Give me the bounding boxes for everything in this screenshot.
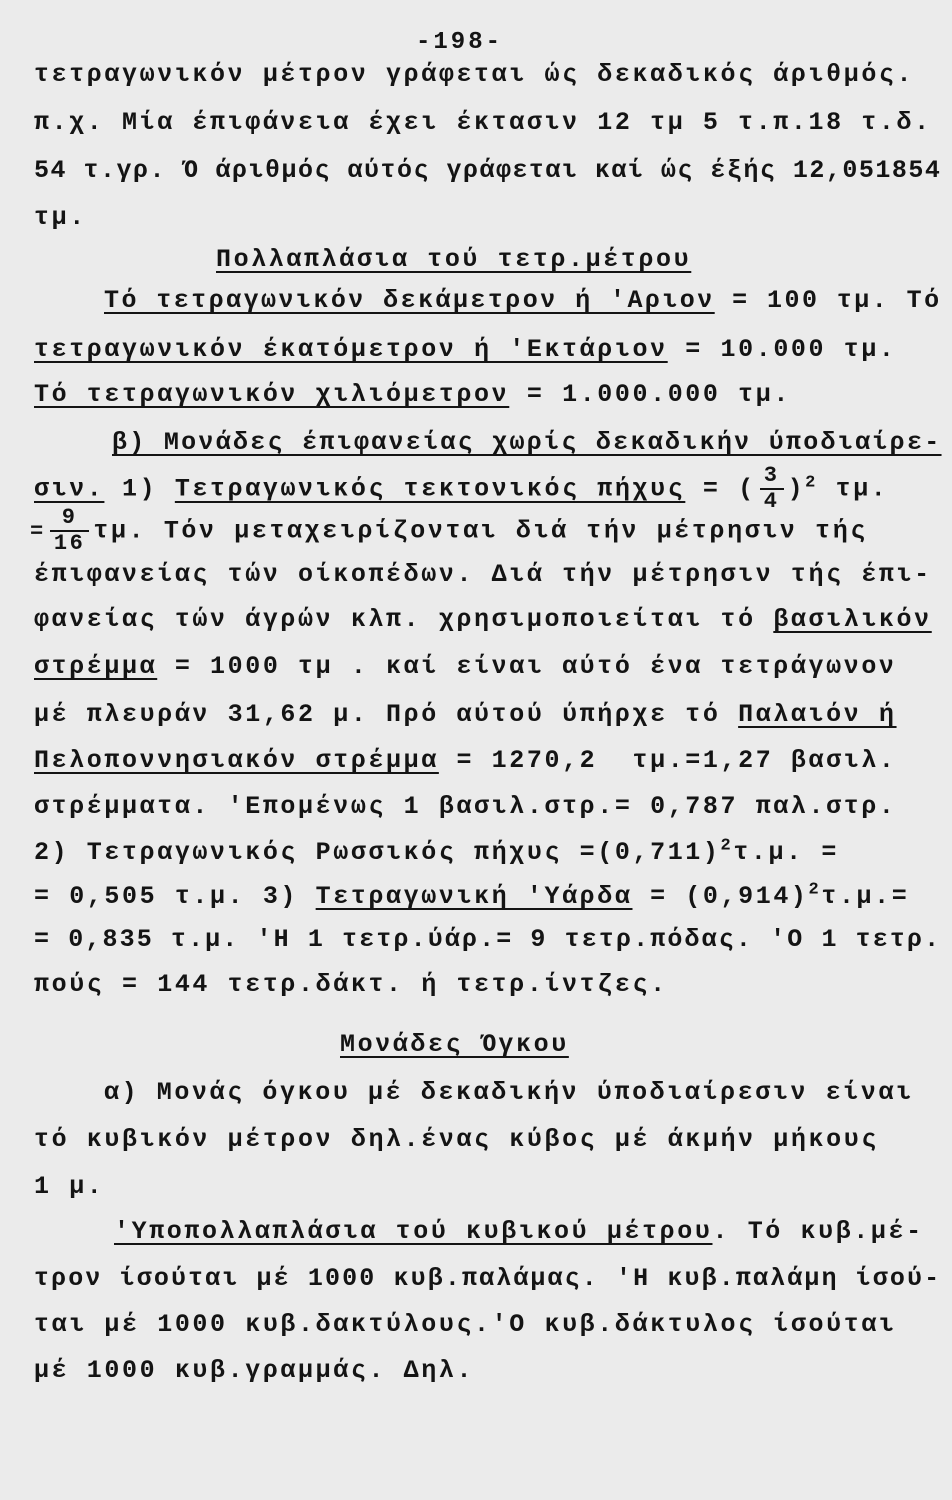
text-line-15 <box>34 700 897 730</box>
exponent: 2 <box>808 880 822 900</box>
text-line-26-rest: . Τό κυβ.μέ- <box>712 1217 924 1246</box>
term-old: Παλαιόν ή <box>738 700 897 729</box>
text-line-25: 1 μ. <box>34 1172 105 1201</box>
term-are: Τό τετραγωνικόν δεκάμετρον ή 'Αριον <box>104 286 715 315</box>
text-line-8-rest: = 1.000.000 τμ. <box>509 380 791 409</box>
text-line-1: τετραγωνικόν μέτρον γράφεται ώς δεκαδικός άριθμός. <box>34 60 915 89</box>
text-line-6 <box>104 286 942 316</box>
term-square-kilometer: Τό τετραγωνικόν χιλιόμετρον <box>34 380 510 409</box>
text-line-28: ται μέ 1000 κυβ.δακτύλους.'Ο κυβ.δάκτυλος ίσούται <box>34 1310 897 1339</box>
text-line-15-start: μέ πλευράν 31,62 μ. Πρό αύτού ύπήρχε τό <box>34 700 739 729</box>
text-line-23: α) Μονάς όγκου μέ δεκαδικήν ύποδιαίρεσιν είναι <box>104 1078 914 1107</box>
heading-multiples-square-meter: Πολλαπλάσια τού τετρ.μέτρου <box>216 245 692 274</box>
text-line-24: τό κυβικόν μέτρον δηλ.ένας κύβος μέ άκμήν μήκους <box>34 1125 879 1154</box>
text-line-10-start: σιν. <box>34 474 105 504</box>
text-line-29: μέ 1000 κυβ.γραμμάς. Δηλ. <box>34 1356 475 1385</box>
text-line-8 <box>34 380 791 410</box>
text-line-19-mid: = (0,914) <box>632 882 809 911</box>
text-line-11-rest: τμ. Τόν μεταχειρίζονται διά τήν μέτρησιν τής <box>93 516 868 546</box>
text-line-10-unit: τμ. <box>817 474 889 504</box>
text-line-10-item: 1) <box>104 474 175 504</box>
fraction-numerator: 3 <box>760 464 784 490</box>
text-line-16-rest: = 1270,2 τμ.=1,27 βασιλ. <box>438 746 897 775</box>
text-line-6-rest: = 100 τμ. Τό <box>714 286 942 315</box>
text-line-10-close: ) <box>787 474 806 504</box>
text-line-2: π.χ. Μία έπιφάνεια έχει έκτασιν 12 τμ 5 τ.π.18 τ.δ. <box>34 108 932 137</box>
text-line-7-rest: = 10.000 τμ. <box>667 335 897 364</box>
text-line-18-rest: τ.μ. = <box>733 838 839 867</box>
text-line-16 <box>34 746 897 776</box>
exponent: 2 <box>720 836 734 856</box>
text-line-13-start: φανείας τών άγρών κλπ. χρησιμοποιείται τό <box>34 605 774 634</box>
text-line-19-end: τ.μ.= <box>821 882 910 911</box>
term-peloponnesian-stremma: Πελοποννησιακόν στρέμμα <box>34 746 439 775</box>
text-line-18 <box>34 838 839 868</box>
text-line-19-start: = 0,505 τ.μ. 3) <box>34 882 316 911</box>
fraction-denominator: 16 <box>53 531 86 556</box>
text-line-21: πούς = 144 τετρ.δάκτ. ή τετρ.ίντζες. <box>34 970 668 999</box>
text-line-13 <box>34 605 932 635</box>
text-line-17: στρέμματα. 'Επομένως 1 βασιλ.στρ.= 0,787 παλ.στρ. <box>34 792 897 821</box>
page-number: -198- <box>416 29 504 56</box>
term-carpenter-cubit: Τετραγωνικός τεκτονικός πήχυς <box>174 474 686 504</box>
fraction-numerator: 9 <box>50 506 90 532</box>
text-line-11: = $\frac{9}{16}$ τμ. Τόν μεταχειρίζονται διά τήν μέτρησιν τής <box>30 505 868 556</box>
text-line-14-rest: = 1000 τμ . καί είναι αύτό ένα τετράγωνον <box>157 652 897 681</box>
text-line-27: τρον ίσούται μέ 1000 κυβ.παλάμας. 'Η κυβ.παλάμη ίσού- <box>34 1264 942 1293</box>
text-line-14 <box>34 652 897 682</box>
fraction-nine-sixteenths <box>50 506 90 556</box>
term-stremma: στρέμμα <box>34 652 158 681</box>
term-royal: βασιλικόν <box>773 605 932 634</box>
term-square-yard: Τετραγωνική 'Υάρδα <box>315 882 633 911</box>
text-line-10-eq: = ( <box>685 474 756 504</box>
heading-submultiples-cubic-meter: 'Υποπολλαπλάσια τού κυβικού μέτρου <box>114 1217 713 1246</box>
heading-volume-units: Μονάδες Όγκου <box>340 1030 569 1059</box>
text-line-20: = 0,835 τ.μ. 'Η 1 τετρ.ύάρ.= 9 τετρ.πόδας. 'Ο 1 τετρ. <box>34 925 942 954</box>
term-hectare: τετραγωνικόν έκατόμετρον ή 'Εκτάριον <box>34 335 668 364</box>
exponent: 2 <box>805 473 818 493</box>
text-line-19 <box>34 882 909 912</box>
text-line-18-start: 2) Τετραγωνικός Ρωσσικός πήχυς =(0,711) <box>34 838 721 867</box>
text-line-3: 54 τ.γρ. Ό άριθμός αύτός γράφεται καί ώς έξής 12,051854 <box>34 156 942 185</box>
text-line-26 <box>114 1217 924 1247</box>
text-line-7 <box>34 335 897 365</box>
text-line-4: τμ. <box>34 203 87 232</box>
fraction-denominator: 4 <box>763 489 780 514</box>
text-line-9: β) Μονάδες έπιφανείας χωρίς δεκαδικήν ύποδιαίρε- <box>112 428 942 457</box>
text-line-12: έπιφανείας τών οίκοπέδων. Διά τήν μέτρησιν τής έπι- <box>34 560 932 589</box>
